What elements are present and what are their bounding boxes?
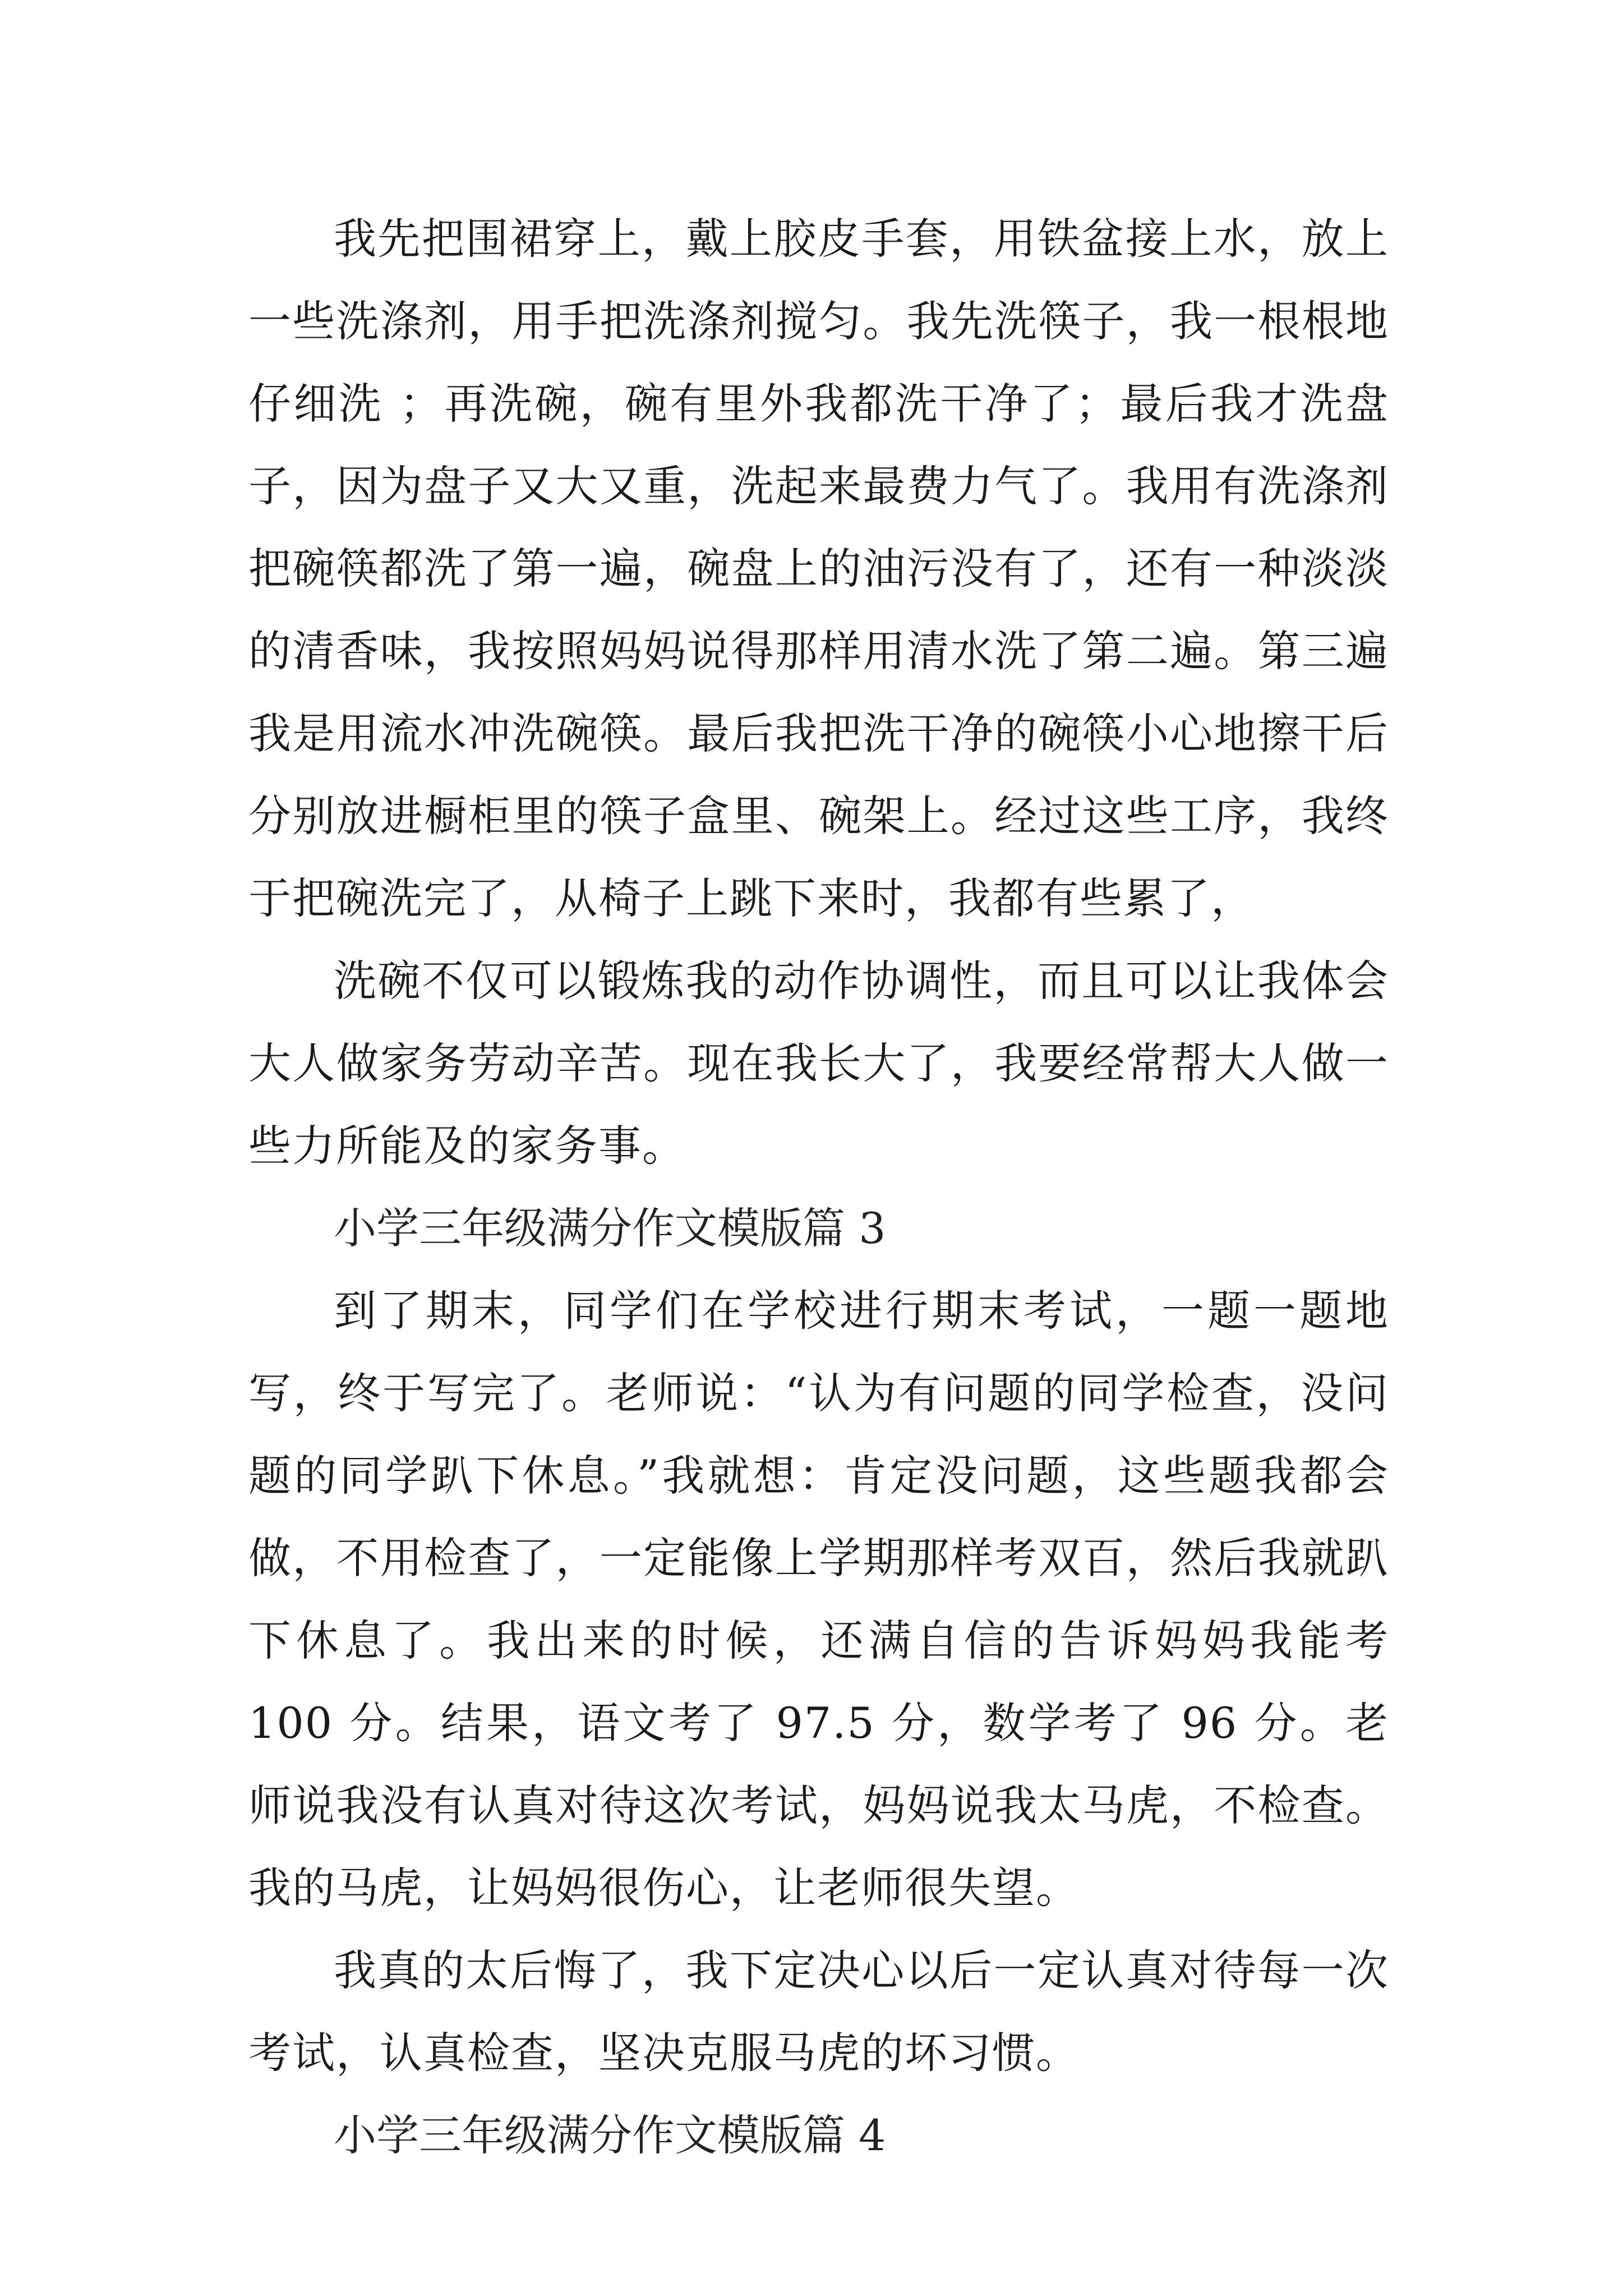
section-heading-3: 小学三年级满分作文模版篇 3 xyxy=(334,1203,886,1253)
document-body xyxy=(248,197,1389,2177)
paragraph-exam-story: 到了期末，同学们在学校进行期末考试，一题一题地写，终于写完了。老师说：“认为有问题的同学检查，没问题的同学趴下休息。”我就想：肯定没问题，这些题我都会做，不用检查了，一定能像上学期那样考双百，然后我就趴下休息了。我出来的时候，还满自信的告诉妈妈我能考 100 分。结果，语文考了 97.5 分，数学考了 96 分。老师说我没有认真对待这次考试，妈妈说我太马虎，不检查。我的马虎，让妈妈很伤心，让老师很失望。 xyxy=(248,1286,1389,1913)
paragraph-dishwashing-process: 我先把围裙穿上，戴上胶皮手套，用铁盆接上水，放上一些洗涤剂，用手把洗涤剂搅匀。我先洗筷子，我一根根地仔细洗 ；再洗碗，碗有里外我都洗干净了；最后我才洗盘子，因为盘子又大又重，洗起来最费力气了。我用有洗涤剂把碗筷都洗了第一遍，碗盘上的油污没有了，还有一种淡淡的清香味，我按照妈妈说得那样用清水洗了第二遍。第三遍我是用流水冲洗碗筷。最后我把洗干净的碗筷小心地擦干后分别放进橱柜里的筷子盒里、碗架上。经过这些工序，我终于把碗洗完了，从椅子上跳下来时，我都有些累了， xyxy=(248,214,1389,923)
paragraph-exam-reflection: 我真的太后悔了，我下定决心以后一定认真对待每一次考试，认真检查，坚决克服马虎的坏习惯。 xyxy=(248,1945,1389,2078)
paragraph-dishwashing-reflection: 洗碗不仅可以锻炼我的动作协调性，而且可以让我体会大人做家务劳动辛苦。现在我长大了，我要经常帮大人做一些力所能及的家务事。 xyxy=(248,956,1389,1171)
section-heading-4: 小学三年级满分作文模版篇 4 xyxy=(334,2110,886,2160)
